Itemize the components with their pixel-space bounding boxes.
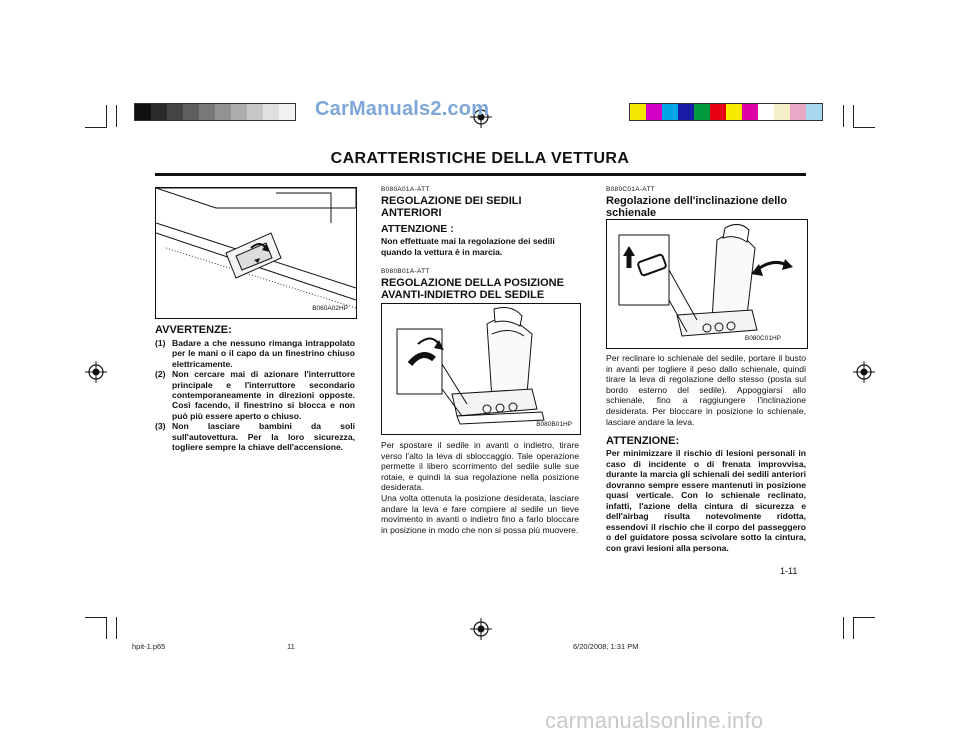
section-title: REGOLAZIONE DEI SEDILI ANTERIORI bbox=[381, 195, 522, 219]
color-swatch bbox=[215, 104, 231, 120]
color-swatch bbox=[646, 104, 662, 120]
color-swatch bbox=[678, 104, 694, 120]
color-swatch bbox=[151, 104, 167, 120]
color-swatch bbox=[630, 104, 646, 120]
figure-label: B080B01HP bbox=[536, 421, 572, 428]
list-item: (3) Non lasciare bambini da soli sull'autovettura. Per la loro sicurezza, togliere sempre la chiave dell'accensione. bbox=[155, 421, 355, 453]
col3-header bbox=[606, 186, 806, 219]
figure-label: B080C01HP bbox=[744, 335, 781, 342]
color-swatch bbox=[694, 104, 710, 120]
crop-mark bbox=[116, 105, 117, 127]
avvertenze-list bbox=[155, 338, 355, 452]
window-switch-figure bbox=[155, 187, 357, 319]
figure-label: B060A02HP bbox=[312, 305, 348, 312]
crop-mark bbox=[853, 127, 875, 128]
crop-mark bbox=[843, 617, 844, 639]
warning-text: Non effettuate mai la regolazione dei sedili quando la vettura è in marcia. bbox=[381, 236, 555, 257]
color-swatch bbox=[662, 104, 678, 120]
color-swatch bbox=[710, 104, 726, 120]
paragraph: Una volta ottenuta la posizione desiderata, lasciare andare la leva e fare compiere al sedile un lieve movimento in avanti o indietro fino a farlo bloccare in posizione in modo che non si possa più muovere. bbox=[381, 492, 579, 535]
crop-mark bbox=[85, 127, 107, 128]
crop-mark bbox=[85, 617, 107, 618]
recline-illustration bbox=[607, 220, 807, 348]
color-swatch bbox=[231, 104, 247, 120]
section-code: B080B01A-ATT bbox=[381, 268, 430, 275]
paragraph: Per spostare il sedile in avanti o indietro, tirare verso l'alto la leva di sbloccaggio. Tale operazione permette il libero scorrimento del sedile sulle sue rotaie, e quindi la sua regolazione nella posizione desiderata. bbox=[381, 440, 579, 493]
warning-heading: ATTENZIONE: bbox=[606, 435, 680, 448]
title-rule bbox=[155, 173, 806, 176]
crop-mark bbox=[853, 617, 875, 618]
warning-text: Per minimizzare il rischio di lesioni personali in caso di incidente o di frenata improvvisa, durante la marcia gli schienali dei sedili anteriori dovranno sempre essere mantenuti in posizione quasi verticale. Con lo schienale reclinato, infatti, l'azione della cintura di sicurezza e dell'airbag risulta notevolmente ridotta, essendovi il rischio che il corpo del passeggero o del guidatore possa scivolare sotto la cintura, con gravi lesioni alla persona. bbox=[606, 448, 806, 553]
section-code: B080C01A-ATT bbox=[606, 186, 655, 193]
footer-page: 11 bbox=[287, 642, 295, 651]
watermark-bottom[interactable]: carmanualsonline.info bbox=[545, 708, 764, 733]
color-swatch bbox=[167, 104, 183, 120]
crop-mark bbox=[106, 617, 107, 639]
col2-section2 bbox=[381, 268, 579, 301]
section-title: Regolazione dell'inclinazione dello schienale bbox=[606, 195, 788, 219]
paragraph: Per reclinare lo schienale del sedile, portare il busto in avanti per togliere il peso dallo schienale, quindi tirare la leva di regolazione dello stesso (posta sul bordo esterno del sedile). Appoggiarsi allo schienale, fino a raggiungere l'inclinazione desiderata. Per bloccare in posizione lo schienale, lasciare andare la leva. bbox=[606, 353, 806, 427]
warning-heading: ATTENZIONE : bbox=[381, 223, 454, 235]
recline-figure bbox=[606, 219, 808, 349]
watermark-top[interactable]: CarManuals2.com bbox=[315, 98, 490, 120]
color-swatch bbox=[726, 104, 742, 120]
col3-body bbox=[606, 353, 806, 553]
section-code: B080A01A-ATT bbox=[381, 186, 430, 193]
color-swatch bbox=[758, 104, 774, 120]
crop-mark bbox=[106, 105, 107, 127]
crop-mark bbox=[843, 105, 844, 127]
registration-mark-icon bbox=[853, 361, 875, 383]
crop-mark bbox=[853, 617, 854, 639]
col2-body bbox=[381, 440, 579, 535]
avvertenze-heading: AVVERTENZE: bbox=[155, 324, 232, 336]
list-item: (2) Non cercare mai di azionare l'interruttore principale e l'interruttore secondario contemporaneamente in direzioni opposte. Così facendo, il finestrino si blocca e non può più essere aperto o chiuso. bbox=[155, 369, 355, 421]
color-swatch bbox=[790, 104, 806, 120]
col1-text bbox=[155, 322, 355, 452]
seat-slide-figure bbox=[381, 303, 581, 435]
footer-file: hpit-1.p65 bbox=[132, 642, 166, 651]
seat-slide-illustration bbox=[382, 304, 580, 434]
color-swatch bbox=[135, 104, 151, 120]
section-title: REGOLAZIONE DELLA POSIZIONE AVANTI-INDIETRO DEL SEDILE bbox=[381, 277, 564, 301]
list-item: (1) Badare a che nessuno rimanga intrappolato per le mani o il capo da un finestrino chiuso elettricamente. bbox=[155, 338, 355, 369]
page-number: 1-11 bbox=[780, 566, 798, 576]
registration-mark-icon bbox=[470, 618, 492, 640]
footer-date: 6/20/2008, 1:31 PM bbox=[573, 642, 639, 651]
color-swatch bbox=[183, 104, 199, 120]
registration-mark-icon bbox=[85, 361, 107, 383]
color-swatch bbox=[263, 104, 279, 120]
col2-section1 bbox=[381, 186, 579, 257]
page-title: CARATTERISTICHE DELLA VETTURA bbox=[330, 150, 630, 167]
color-swatch bbox=[742, 104, 758, 120]
crop-mark bbox=[116, 617, 117, 639]
color-swatch bbox=[806, 104, 822, 120]
color-swatch bbox=[199, 104, 215, 120]
color-swatch bbox=[774, 104, 790, 120]
color-swatch bbox=[279, 104, 295, 120]
crop-mark bbox=[853, 105, 854, 127]
grayscale-calibration-bar bbox=[134, 103, 296, 121]
color-calibration-bar bbox=[629, 103, 823, 121]
color-swatch bbox=[247, 104, 263, 120]
window-switch-illustration bbox=[156, 188, 356, 318]
